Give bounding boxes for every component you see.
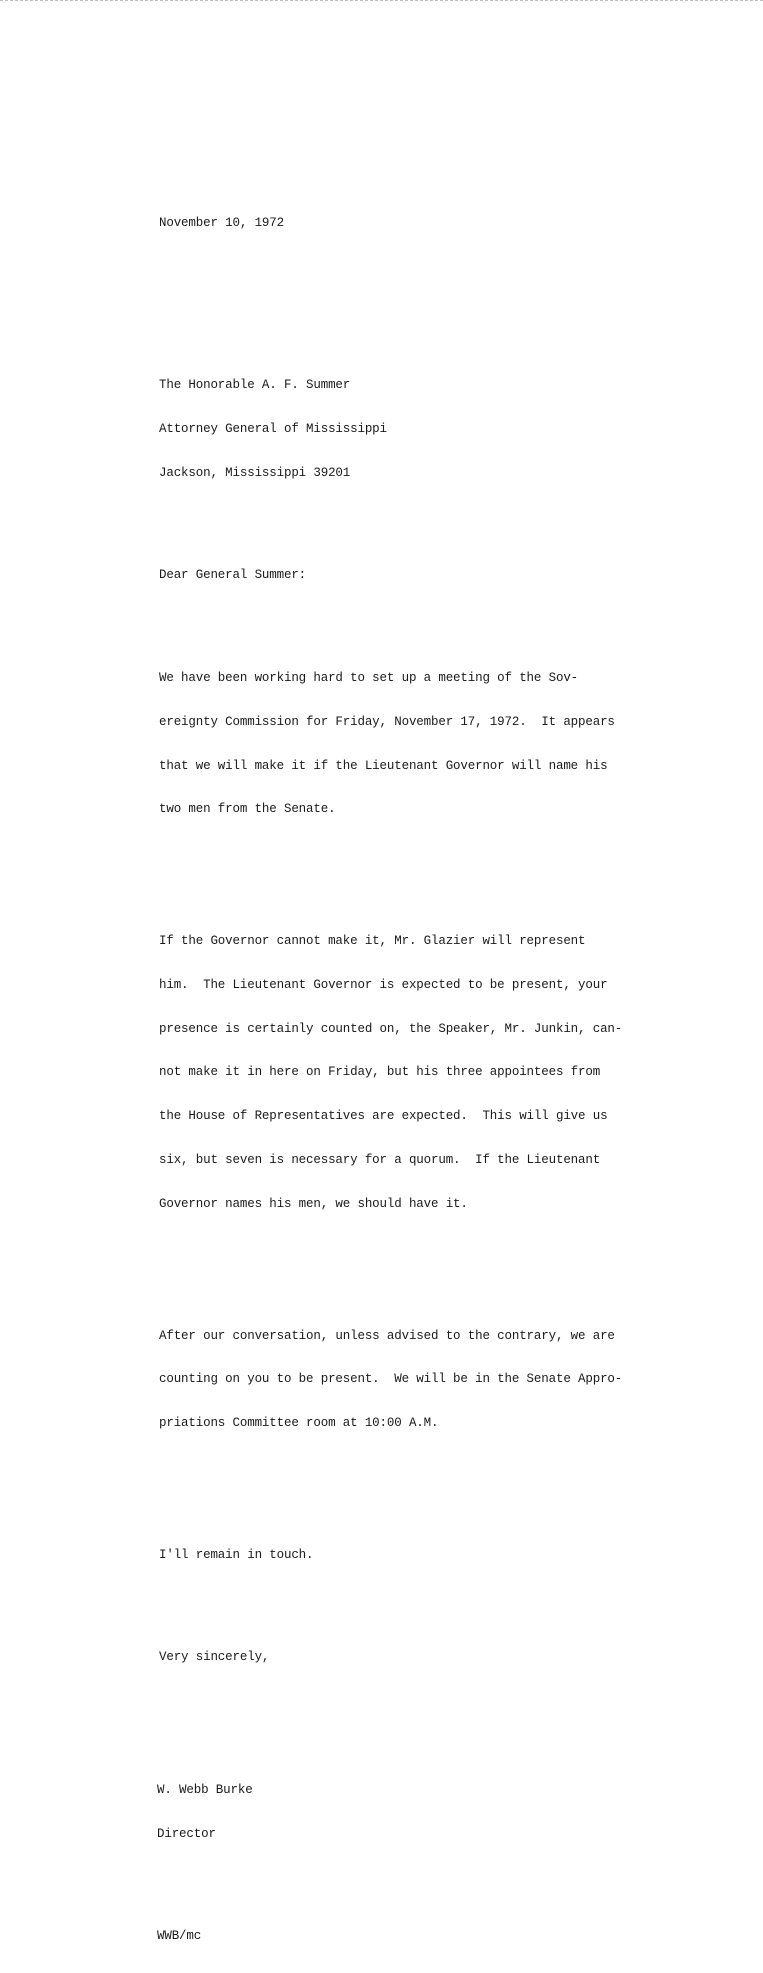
- paragraph-line: priations Committee room at 10:00 A.M.: [159, 1416, 439, 1431]
- paragraph-line: six, but seven is necessary for a quorum. If the Lieutenant: [159, 1153, 601, 1168]
- paragraph-location: [159, 1299, 639, 1460]
- recipient-title: Attorney General of Mississippi: [159, 422, 387, 437]
- paragraph-line: him. The Lieutenant Governor is expected to be present, your: [159, 977, 608, 992]
- paragraph-line: After our conversation, unless advised to the contrary, we are: [159, 1328, 615, 1343]
- recipient-name: The Honorable A. F. Summer: [159, 378, 351, 393]
- recipient-city: Jackson, Mississippi 39201: [159, 465, 351, 480]
- paragraph-line: ereignty Commission for Friday, November 17, 1972. It appears: [159, 714, 615, 729]
- signer-title: Director: [157, 1826, 216, 1841]
- paragraph-line: counting on you to be present. We will be in the Senate Appro-: [159, 1372, 623, 1387]
- paragraph-attendance: [159, 905, 639, 1241]
- signature-block: [157, 1754, 639, 1871]
- paragraph-line: two men from the Senate.: [159, 802, 336, 817]
- letter-date: November 10, 1972: [159, 215, 284, 230]
- paragraph-line: presence is certainly counted on, the Speaker, Mr. Junkin, can-: [159, 1021, 623, 1036]
- paragraph-line: the House of Representatives are expected. This will give us: [159, 1109, 608, 1124]
- paragraph-line: not make it in here on Friday, but his three appointees from: [159, 1065, 601, 1080]
- paragraph-line: We have been working hard to set up a meeting of the Sov-: [159, 671, 579, 686]
- salutation: Dear General Summer:: [159, 568, 307, 583]
- paragraph-line: that we will make it if the Lieutenant Governor will name his: [159, 758, 608, 773]
- complimentary-closing: Very sincerely,: [159, 1650, 270, 1665]
- reference-initials: WWB/mc: [157, 1929, 202, 1944]
- recipient-address: [159, 349, 639, 510]
- paragraph-line: I'll remain in touch.: [159, 1547, 314, 1562]
- paragraph-line: If the Governor cannot make it, Mr. Glazier will represent: [159, 934, 586, 949]
- paragraph-line: Governor names his men, we should have it.: [159, 1196, 468, 1211]
- letter-body: [159, 172, 639, 1973]
- page-top-edge: [0, 0, 763, 1]
- paragraph-followup: [159, 1519, 639, 1592]
- signer-name: W. Webb Burke: [157, 1783, 253, 1797]
- paragraph-meeting: [159, 642, 639, 846]
